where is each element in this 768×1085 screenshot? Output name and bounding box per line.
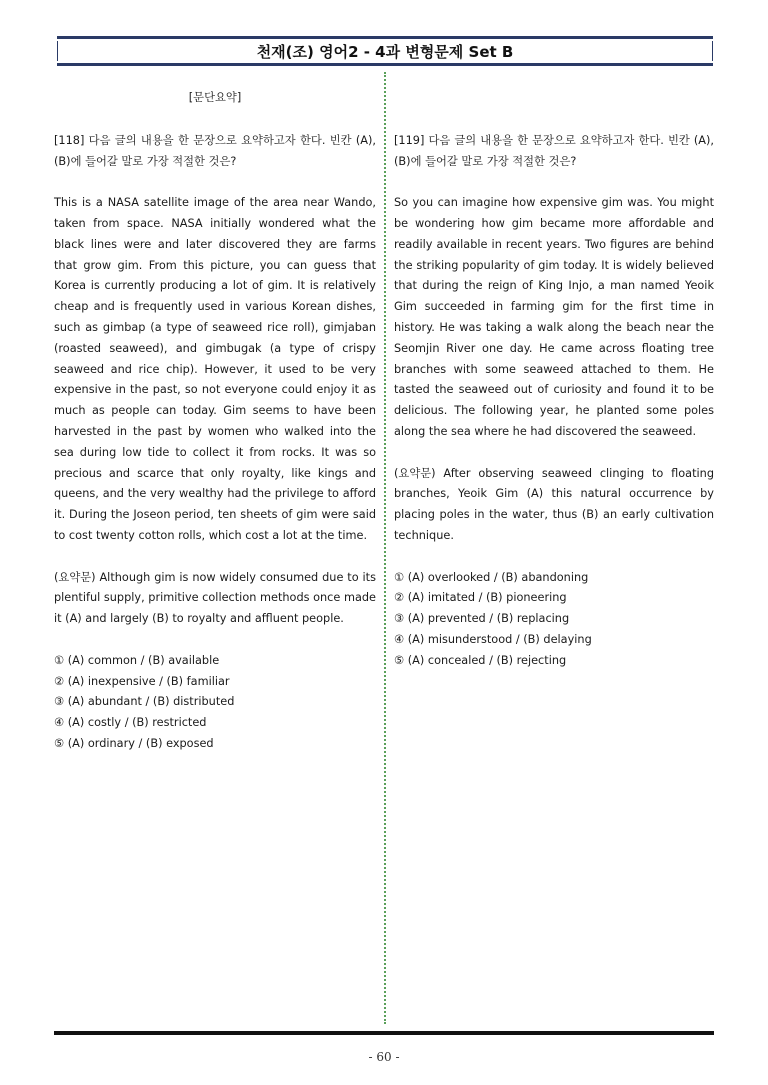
answer-option[interactable]: ④ (A) costly / (B) restricted xyxy=(54,716,207,730)
spacer xyxy=(54,172,376,193)
answer-option[interactable]: ② (A) imitated / (B) pioneering xyxy=(394,591,567,605)
question-prompt: [119] 다음 글의 내용을 한 문장으로 요약하고자 한다. 빈칸 (A), (B)에 들어갈 말로 가장 적절한 것은? xyxy=(394,133,714,168)
answer-option[interactable]: ④ (A) misunderstood / (B) delaying xyxy=(394,632,592,646)
summary-sentence: (요약문) After observing seaweed clinging to floating branches, Yeoik Gim (A) this natural occurrence by placing poles in the water, thus (B) an early cultivation technique. xyxy=(394,466,714,542)
answer-option[interactable]: ③ (A) prevented / (B) replacing xyxy=(394,612,570,626)
answer-option[interactable]: ① (A) overlooked / (B) abandoning xyxy=(394,570,589,584)
answer-option[interactable]: ⑤ (A) concealed / (B) rejecting xyxy=(394,653,567,667)
spacer xyxy=(54,547,376,568)
section-title: [문단요약] xyxy=(188,91,242,104)
answer-option[interactable]: ③ (A) abundant / (B) distributed xyxy=(54,695,235,709)
answer-option[interactable]: ⑤ (A) ordinary / (B) exposed xyxy=(54,736,214,750)
question-passage: So you can imagine how expensive gim was. You might be wondering how gim became more affordable and readily available in recent years. Two figures are behind the striking popularity of gim today. It is widely believed that during the reign of King Injo, a man named Yeoik Gim succeeded in farming gim for the first time in history. He was taking a walk along the beach near the Seomjin River one day. He came across floating tree branches with some seaweed attached to them. He tasted the seaweed out of curiosity and found it to be delicious. The following year, he planted some poles along the sea where he had discovered the seaweed. xyxy=(394,196,714,438)
spacer xyxy=(394,172,714,193)
summary-sentence: (요약문) Although gim is now widely consumed due to its plentiful supply, primitive collection methods once made it (A) and largely (B) to royalty and affluent people. xyxy=(54,570,376,626)
document-title: 천재(조) 영어2 - 4과 변형문제 Set B xyxy=(256,42,514,61)
page-number: - 60 - xyxy=(368,1050,400,1064)
page-header xyxy=(57,36,713,66)
spacer xyxy=(54,630,376,651)
question-passage: This is a NASA satellite image of the area near Wando, taken from space. NASA initially wondered what the black lines were and later discovered they are farms that grow gim. From this picture, you can guess that Korea is currently producing a lot of gim. It is relatively cheap and is frequently used in various Korean dishes, such as gimbap (a type of seaweed rice roll), gimjaban (roasted seaweed), and gimbugak (a type of crispy seaweed and rice chip). However, it used to be very expensive in the past, so not everyone could enjoy it as much as people can today. Gim seems to have been harvested in the past by women who walked into the sea during low tide to collect it from rocks. It was so precious and scarce that only royalty, like kings and queens, and the very wealthy had the privilege to afford it. During the Joseon period, ten sheets of gim were said to cost twenty cotton rolls, which cost a lot at the time. xyxy=(54,196,376,542)
left-column xyxy=(54,88,376,755)
spacer xyxy=(394,547,714,568)
answer-option[interactable]: ② (A) inexpensive / (B) familiar xyxy=(54,674,230,688)
footer-rule xyxy=(54,1031,714,1035)
right-column xyxy=(394,88,714,672)
spacer xyxy=(394,443,714,464)
column-divider xyxy=(384,72,386,1024)
answer-option[interactable]: ① (A) common / (B) available xyxy=(54,653,220,667)
question-prompt: [118] 다음 글의 내용을 한 문장으로 요약하고자 한다. 빈칸 (A), (B)에 들어갈 말로 가장 적절한 것은? xyxy=(54,133,376,168)
